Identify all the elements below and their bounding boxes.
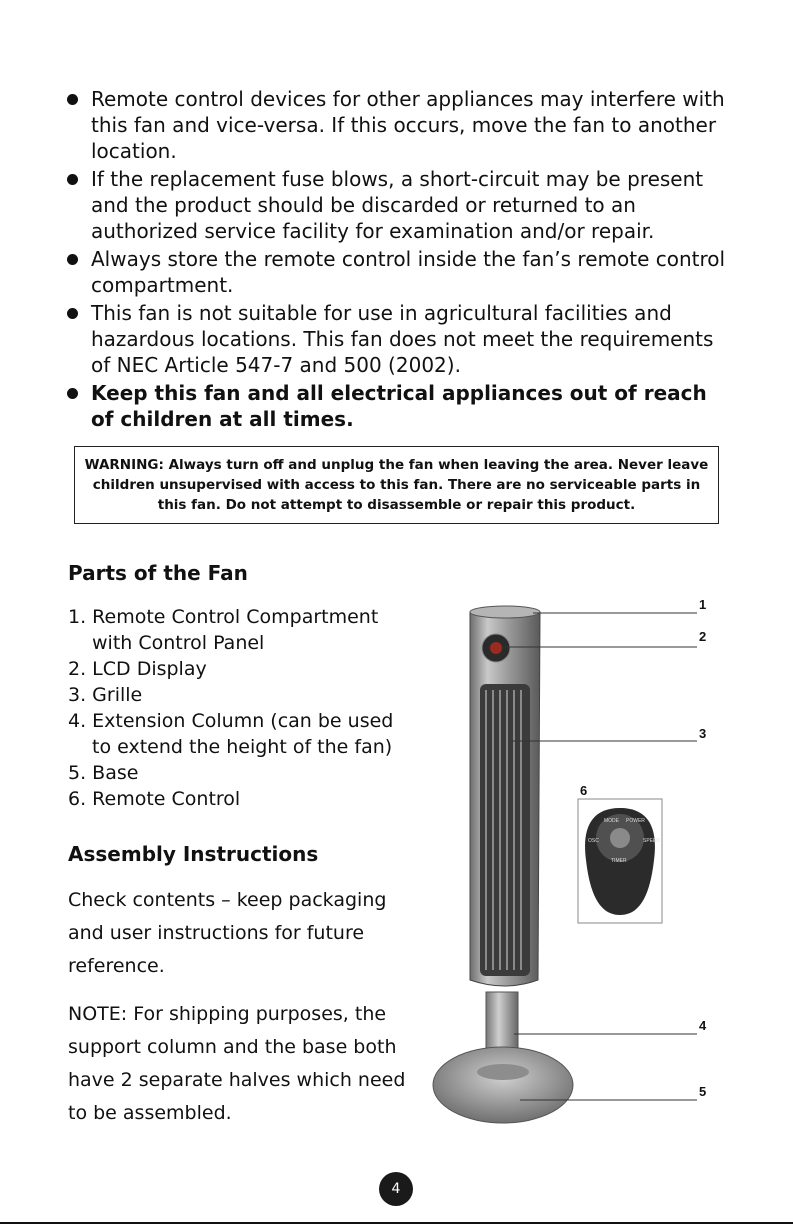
control-panel-top bbox=[470, 606, 540, 618]
remote-button-label: POWER bbox=[626, 818, 645, 824]
callout-label: 6 bbox=[580, 783, 588, 798]
assembly-paragraph: Check contents – keep packaging and user instructions for future reference. bbox=[68, 889, 387, 977]
shipping-note: NOTE: For shipping purposes, the support column and the base both have 2 separate halves which need to be assembled. bbox=[68, 1003, 406, 1124]
callout-label: 1 bbox=[699, 597, 707, 612]
parts-list-item: with Control Panel bbox=[92, 632, 265, 654]
callout-label: 4 bbox=[699, 1018, 707, 1033]
assembly-heading: Assembly Instructions bbox=[68, 842, 319, 866]
parts-list-item: 2. LCD Display bbox=[68, 658, 207, 680]
remote-button-label: OSC bbox=[588, 838, 599, 844]
bullet-text: If the replacement fuse blows, a short-circuit may be present and the product should be discarded or returned to an authorized service facility for examination and/or repair. bbox=[91, 167, 704, 243]
bullet-text: Keep this fan and all electrical appliances out of reach of children at all times. bbox=[91, 381, 707, 431]
warning-line: this fan. Do not attempt to disassemble or repair this product. bbox=[157, 497, 636, 513]
callout-label: 3 bbox=[699, 726, 707, 741]
remote-button-label: TIMER bbox=[611, 858, 627, 864]
warning-line: children unsupervised with access to this fan. There are no serviceable parts in bbox=[92, 477, 701, 493]
bullet-text: This fan is not suitable for use in agricultural facilities and hazardous locations. This fan does not meet the requirements of NEC Article 547-7 and 500 (2002). bbox=[91, 301, 714, 377]
parts-list-item: 3. Grille bbox=[68, 684, 143, 706]
callout-label: 5 bbox=[699, 1084, 707, 1099]
parts-list-item: 4. Extension Column (can be used bbox=[68, 710, 394, 732]
parts-list-item: to extend the height of the fan) bbox=[92, 736, 393, 758]
grille-icon bbox=[480, 684, 530, 976]
fan-base bbox=[433, 1047, 573, 1123]
bottom-rule bbox=[0, 1222, 793, 1224]
remote-button-label: MODE bbox=[604, 818, 619, 824]
callout-label: 2 bbox=[699, 629, 707, 644]
parts-heading: Parts of the Fan bbox=[68, 561, 248, 585]
warning-line: WARNING: Always turn off and unplug the fan when leaving the area. Never leave bbox=[84, 457, 709, 473]
parts-list-item: 6. Remote Control bbox=[68, 788, 241, 810]
lcd-display-icon bbox=[482, 634, 510, 662]
parts-list-item: 1. Remote Control Compartment bbox=[68, 606, 379, 628]
remote-button-label: SPEED bbox=[643, 838, 660, 844]
bullet-text: Remote control devices for other appliances may interfere with this fan and vice-versa. If this occurs, move the fan to another location. bbox=[91, 87, 725, 163]
page-number-badge: 4 bbox=[379, 1172, 413, 1206]
bullet-text: Always store the remote control inside the fan’s remote control compartment. bbox=[91, 247, 726, 297]
parts-list-item: 5. Base bbox=[68, 762, 139, 784]
